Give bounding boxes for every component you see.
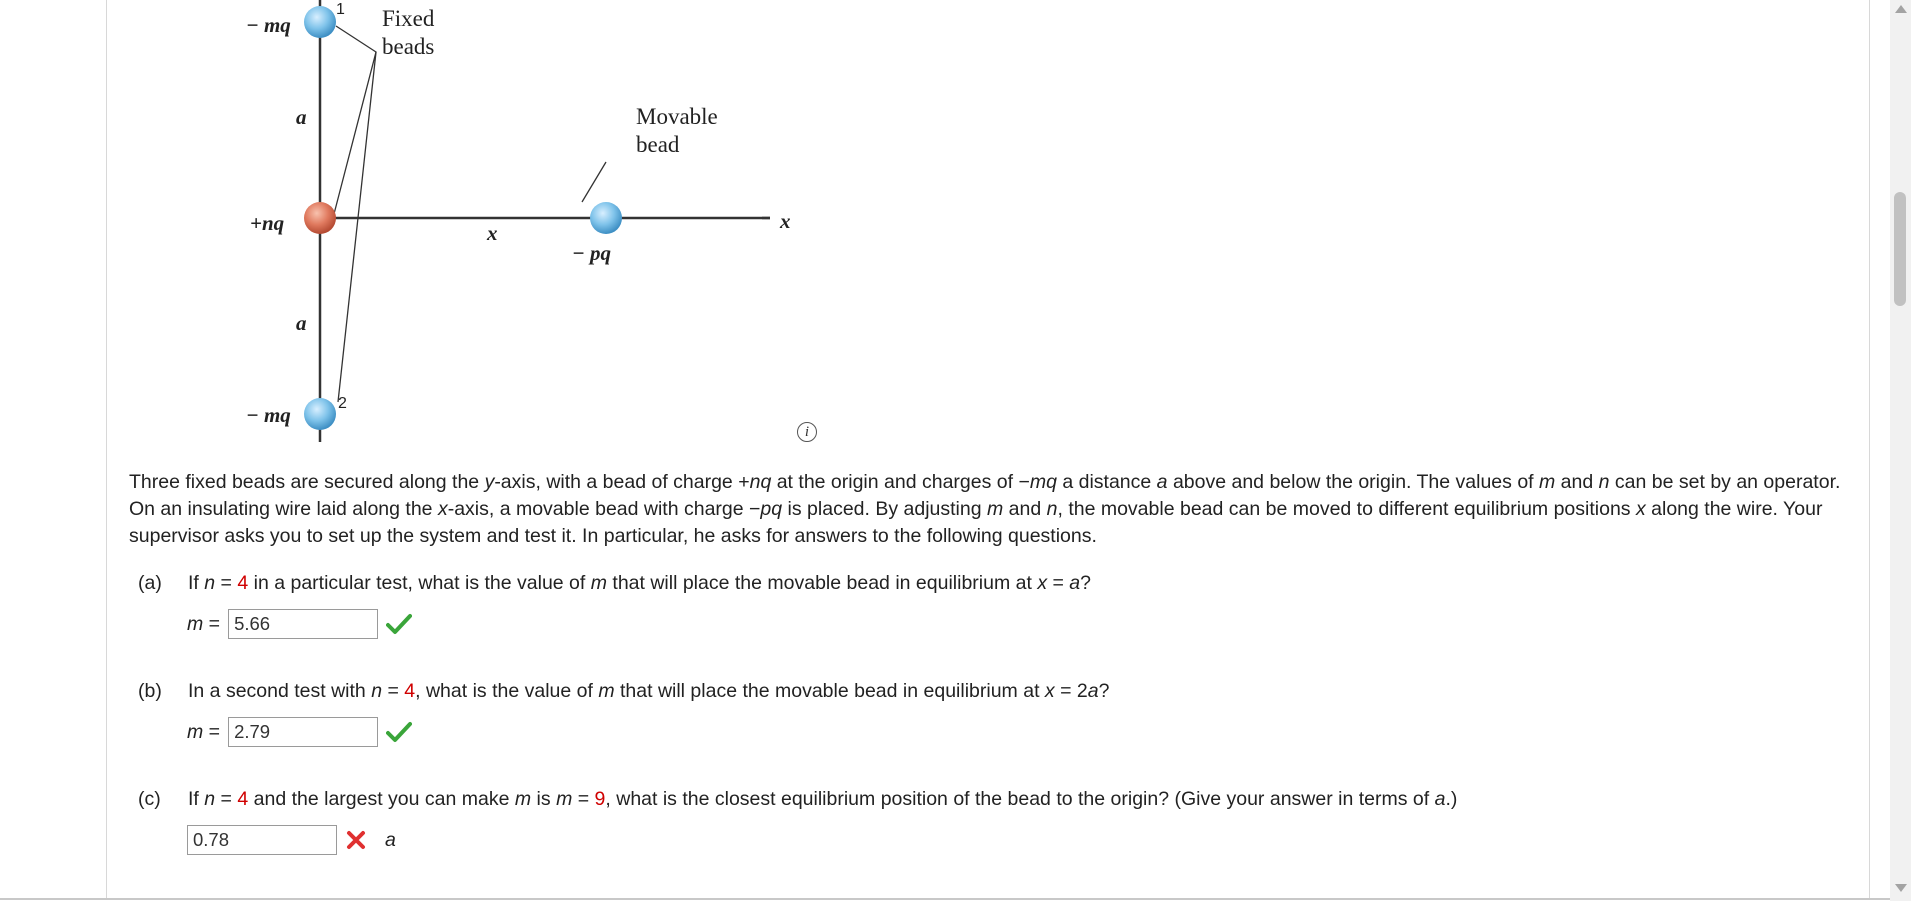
check-icon — [386, 613, 412, 635]
question-text: = 2 — [1054, 680, 1088, 702]
lower-distance-label: a — [296, 311, 307, 335]
answer-input-c[interactable] — [187, 825, 337, 855]
intro-var: x — [437, 498, 448, 520]
fixed-beads-label-1: Fixed — [382, 6, 435, 31]
question-var: m — [590, 572, 607, 594]
fixed-bead-bottom — [304, 398, 336, 430]
scrollbar[interactable] — [1890, 0, 1911, 901]
problem-statement — [129, 469, 1849, 550]
intro-text: and — [1555, 471, 1599, 493]
answer-input-a[interactable] — [228, 609, 378, 639]
bottom-divider — [0, 898, 1911, 900]
question-var: n — [204, 788, 216, 810]
fixed-bead-center — [304, 202, 336, 234]
intro-text: a distance — [1056, 471, 1157, 493]
question-text: ? — [1080, 572, 1092, 594]
intro-text: -axis, a movable bead with charge − — [447, 498, 761, 520]
question-text: = — [215, 788, 238, 810]
answer-row-c — [187, 825, 396, 855]
top-charge-label: − mq — [246, 13, 291, 37]
question-c — [138, 788, 1457, 811]
question-var: a — [1087, 680, 1099, 702]
question-text: and the largest you can make — [248, 788, 515, 810]
movable-bead-label-1: Movable — [636, 104, 718, 129]
intro-text: and — [1003, 498, 1047, 520]
question-text: that will place the movable bead in equilibrium at — [606, 572, 1038, 594]
question-letter: (a) — [138, 572, 162, 594]
question-var: m — [514, 788, 532, 810]
question-text: , what is the closest equilibrium position of the bead to the origin? (Give your answer in terms of — [605, 788, 1435, 810]
highlighted-value: 4 — [404, 680, 416, 702]
intro-var: m — [1539, 471, 1556, 493]
movable-charge-label: − pq — [572, 241, 611, 265]
question-text: = — [1047, 572, 1070, 594]
highlighted-value: 9 — [594, 788, 606, 810]
question-var: m — [556, 788, 573, 810]
question-text: = — [382, 680, 405, 702]
fixed-bead-leader-lines-2 — [338, 52, 376, 402]
answer-row-a — [187, 609, 412, 639]
intro-var: m — [987, 498, 1004, 520]
center-charge-label: +nq — [250, 211, 285, 235]
intro-text: can be set by an operator. On an insulating wire laid along the — [129, 471, 1841, 520]
intro-var: mq — [1029, 471, 1057, 493]
intro-var: n — [1046, 498, 1058, 520]
question-letter: (b) — [138, 680, 162, 702]
intro-text: along the wire. Your supervisor asks you to set up the system and test it. In particular, he asks for answers to the following questions. — [129, 498, 1823, 547]
question-text: In a second test with — [188, 680, 372, 702]
physics-figure — [230, 0, 810, 450]
question-letter: (c) — [138, 788, 161, 810]
question-text: , what is the value of — [415, 680, 599, 702]
intro-text: above and below the origin. The values of — [1167, 471, 1540, 493]
top-bead-index: 1 — [336, 1, 345, 18]
intro-var: pq — [760, 498, 783, 520]
question-text: in a particular test, what is the value of — [248, 572, 591, 594]
question-b — [138, 680, 1109, 703]
question-text: .) — [1445, 788, 1458, 810]
question-text: ? — [1098, 680, 1110, 702]
answer-unit: a — [385, 828, 396, 851]
intro-text: -axis, with a bead of charge + — [494, 471, 750, 493]
bottom-bead-index: 2 — [338, 395, 347, 412]
scroll-thumb[interactable] — [1894, 192, 1906, 306]
movable-bead — [590, 202, 622, 234]
answer-label: m = — [187, 720, 221, 743]
incorrect-icon — [345, 829, 367, 851]
answer-label: m = — [187, 612, 221, 635]
bottom-charge-label: − mq — [246, 403, 291, 427]
scroll-up-arrow-icon[interactable] — [1895, 5, 1907, 13]
answer-input-b[interactable] — [228, 717, 378, 747]
intro-text: Three fixed beads are secured along the — [129, 471, 485, 493]
x-distance-label: x — [487, 221, 498, 245]
question-text: = — [215, 572, 238, 594]
intro-var: nq — [749, 471, 772, 493]
question-var: a — [1069, 572, 1081, 594]
question-var: m — [598, 680, 615, 702]
answer-row-b — [187, 717, 412, 747]
question-var: x — [1044, 680, 1055, 702]
scroll-down-arrow-icon[interactable] — [1895, 884, 1907, 892]
intro-text: is placed. By adjusting — [782, 498, 987, 520]
info-icon[interactable] — [797, 422, 817, 442]
highlighted-value: 4 — [237, 572, 249, 594]
question-var: a — [1434, 788, 1446, 810]
movable-bead-leader-line — [582, 162, 606, 202]
question-text: is — [531, 788, 557, 810]
intro-text: , the movable bead can be moved to different equilibrium positions — [1057, 498, 1636, 520]
intro-var: a — [1156, 471, 1168, 493]
intro-var: n — [1598, 471, 1610, 493]
intro-var: y — [484, 471, 495, 493]
question-text: If — [188, 788, 205, 810]
question-text: = — [572, 788, 595, 810]
question-var: n — [371, 680, 383, 702]
fixed-bead-leader-lines — [334, 26, 376, 214]
question-text: If — [188, 572, 205, 594]
highlighted-value: 4 — [237, 788, 249, 810]
intro-var: x — [1635, 498, 1646, 520]
x-axis-label: x — [780, 209, 791, 233]
fixed-bead-top — [304, 6, 336, 38]
intro-text: at the origin and charges of − — [771, 471, 1030, 493]
question-var: x — [1037, 572, 1048, 594]
fixed-beads-label-2: beads — [382, 34, 435, 59]
question-text: that will place the movable bead in equilibrium at — [614, 680, 1045, 702]
question-a — [138, 572, 1091, 595]
question-var: n — [204, 572, 216, 594]
upper-distance-label: a — [296, 105, 307, 129]
check-icon — [386, 721, 412, 743]
info-icon-glyph: i — [804, 423, 810, 440]
movable-bead-label-2: bead — [636, 132, 680, 157]
